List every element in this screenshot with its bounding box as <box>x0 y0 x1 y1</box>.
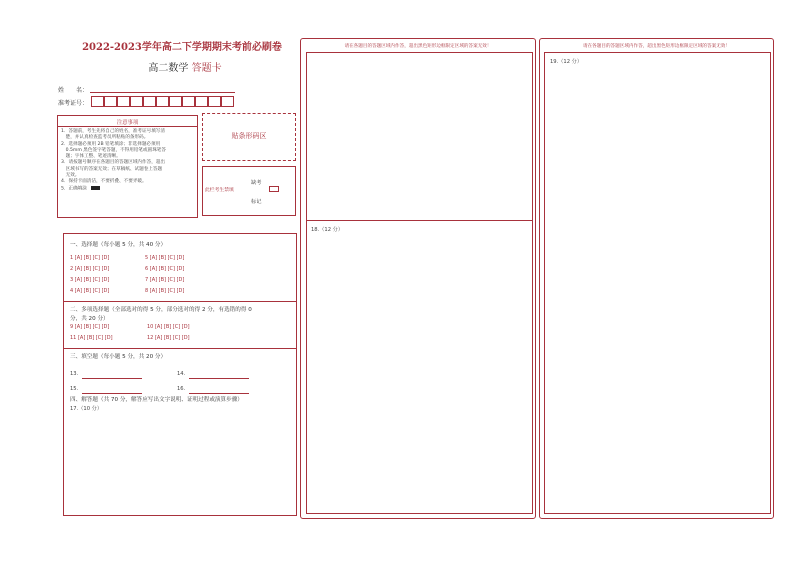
id-cell[interactable] <box>104 96 117 107</box>
fill-example-label: 5．正确填涂 <box>61 186 87 192</box>
q18-label: 18.（12 分） <box>311 227 344 233</box>
notes-list <box>58 127 197 192</box>
choice-row[interactable]: 10 [A] [B] [C] [D] <box>147 324 190 330</box>
id-cell[interactable] <box>208 96 221 107</box>
q15-field[interactable] <box>82 393 142 394</box>
id-cell[interactable] <box>117 96 130 107</box>
id-cell[interactable] <box>130 96 143 107</box>
note-line: 楚，并认真检查监考员所粘贴的条形码。 <box>61 135 149 141</box>
note-line: 2．选择题必须用 2B 铅笔填涂；非选择题必须用 <box>61 141 161 147</box>
panel3-frame <box>544 52 771 514</box>
subject-label: 高二数学 <box>148 63 189 74</box>
answer-panel-2 <box>300 38 536 519</box>
answer-area <box>63 233 297 516</box>
answer-sheet-label: 答题卡 <box>191 63 222 74</box>
note-line: 4．保持卡面清洁，不要折叠、不要弄破。 <box>61 179 147 185</box>
note-line: 题；字体工整、笔迹清晰。 <box>61 154 121 160</box>
choice-row[interactable]: 3 [A] [B] [C] [D] <box>70 277 110 283</box>
id-cell[interactable] <box>221 96 234 107</box>
choice-row[interactable]: 1 [A] [B] [C] [D] <box>70 255 110 261</box>
id-cell[interactable] <box>182 96 195 107</box>
absent-warning: 此栏考生禁填 <box>205 188 234 193</box>
absent-mark-bottom: 标记 <box>251 199 262 205</box>
section2-title: 二、多项选择题（全部选对的得 5 分，部分选对的得 2 分，有选错的得 0 <box>70 307 252 313</box>
exam-title: 2022-2023学年高二下学期期末考前必刷卷 <box>82 42 282 53</box>
note-line: 区域书写的答案无效；在草稿纸、试题卷上答题 <box>61 166 163 172</box>
absent-mark-top: 缺考 <box>251 180 262 186</box>
choice-row[interactable]: 5 [A] [B] [C] [D] <box>145 255 185 261</box>
note-line: 1．答题前，考生先将自己的姓名，准考证号填写清 <box>61 129 165 134</box>
section4-title: 四、解答题（共 70 分，解答应写出文字说明、证明过程或演算步骤） <box>70 397 243 403</box>
choice-row[interactable]: 7 [A] [B] [C] [D] <box>145 277 185 283</box>
notes-title: 注意事项 <box>58 116 197 127</box>
q18-answer-area[interactable] <box>309 235 529 509</box>
sheet-subtitle <box>115 59 255 74</box>
panel2-notice: 请在各题目的答题区域内作答，超出黑色矩形边框限定区域的答案无效！ <box>344 44 492 49</box>
choice-row[interactable]: 2 [A] [B] [C] [D] <box>70 266 110 272</box>
q16-field[interactable] <box>189 393 249 394</box>
choice-row[interactable]: 9 [A] [B] [C] [D] <box>70 324 110 330</box>
section2-title-cont: 分，共 20 分） <box>70 316 109 322</box>
section1-title: 一、选择题（每小题 5 分，共 40 分） <box>70 242 167 248</box>
choice-row[interactable]: 4 [A] [B] [C] [D] <box>70 288 110 294</box>
fill-example <box>61 186 194 193</box>
id-cell[interactable] <box>143 96 156 107</box>
id-cell[interactable] <box>91 96 104 107</box>
choice-row[interactable]: 6 [A] [B] [C] [D] <box>145 266 185 272</box>
divider <box>64 348 296 349</box>
q19-label: 19.（12 分） <box>550 59 583 65</box>
absent-box <box>202 166 296 216</box>
q15-label: 15. <box>70 386 79 392</box>
q13-field[interactable] <box>82 378 142 379</box>
notes-box <box>57 115 198 218</box>
q13-label: 13. <box>70 371 79 377</box>
name-field[interactable] <box>90 92 235 93</box>
id-cell[interactable] <box>156 96 169 107</box>
choice-row[interactable]: 8 [A] [B] [C] [D] <box>145 288 185 294</box>
name-label: 姓 名： <box>58 87 89 94</box>
note-line: 无效。 <box>61 173 80 179</box>
choice-row[interactable]: 11 [A] [B] [C] [D] <box>70 335 113 341</box>
q17-label: 17.（10 分） <box>70 406 103 412</box>
answer-panel-3 <box>539 38 774 519</box>
note-line: 3．请按题号顺序在各题目的答题区域内作答，超出 <box>61 160 165 166</box>
id-cell[interactable] <box>169 96 182 107</box>
barcode-label: 贴条形码区 <box>231 132 267 140</box>
divider <box>307 220 532 221</box>
section3-title: 三、填空题（每小题 5 分，共 20 分） <box>70 354 167 360</box>
note-line: 0.5mm 黑色签字笔答题，不得用铅笔或圆珠笔答 <box>61 147 166 153</box>
divider <box>64 301 296 302</box>
barcode-area <box>202 113 296 161</box>
panel2-frame <box>306 52 533 514</box>
q16-label: 16. <box>177 386 186 392</box>
choice-row[interactable]: 12 [A] [B] [C] [D] <box>147 335 190 341</box>
absent-checkbox[interactable] <box>269 186 279 192</box>
panel3-notice: 请在各题目的答题区域内作答，超出黑色矩形边框限定区域的答案无效！ <box>582 44 730 49</box>
q17-answer-area[interactable] <box>68 414 290 510</box>
q14-label: 14. <box>177 371 186 377</box>
filled-mark-icon <box>91 186 100 190</box>
id-cell[interactable] <box>195 96 208 107</box>
q19-answer-area[interactable] <box>547 67 767 509</box>
q14-field[interactable] <box>189 378 249 379</box>
q17-continued-area[interactable] <box>307 53 532 219</box>
id-label: 准考证号： <box>58 100 89 107</box>
